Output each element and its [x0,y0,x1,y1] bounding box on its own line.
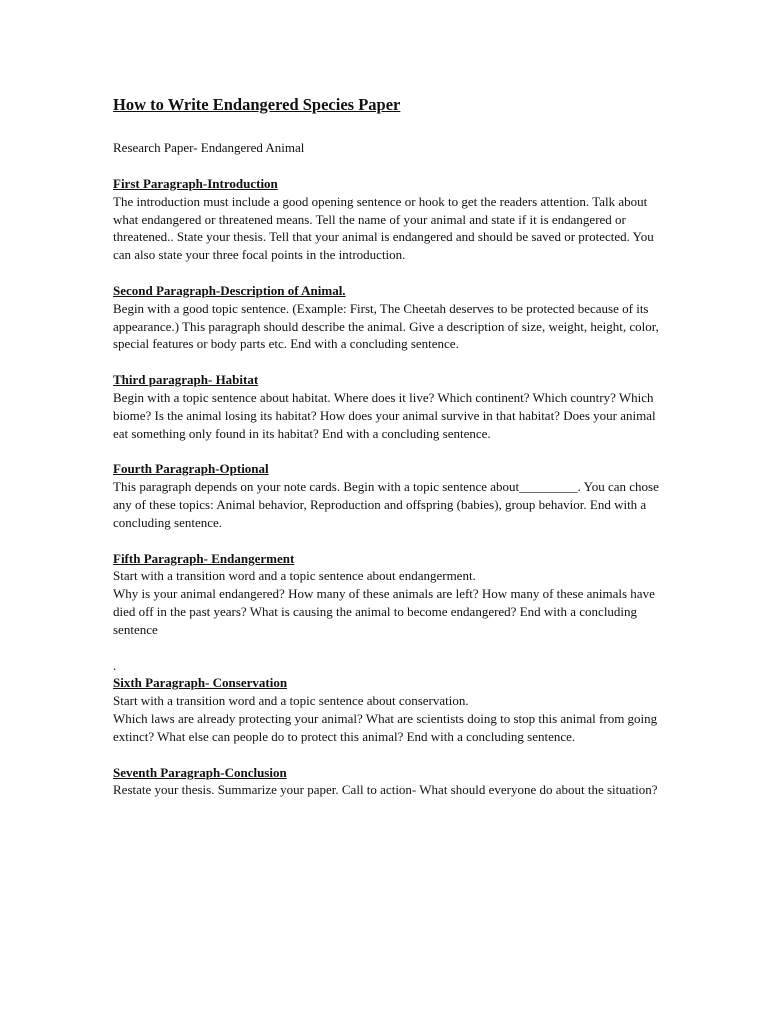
section-body: Start with a transition word and a topic sentence about endangerment. Why is your animal endangered? How many of these animals are left? How many of these animals have died off in the past years? What is causing the animal to become endangered? End with a concluding sentence [113,568,655,637]
section-conservation [113,674,661,745]
section-heading: Fifth Paragraph- Endangerment [113,550,295,566]
section-body: Begin with a good topic sentence. (Example: First, The Cheetah deserves to be protected because of its appearance.) This paragraph should describe the animal. Give a description of size, weight, height, color, special features or body parts etc. End with a concluding sentence. [113,300,659,352]
document-page [113,94,661,817]
section-heading: Seventh Paragraph-Conclusion [113,764,287,780]
section-heading: Third paragraph- Habitat [113,372,259,388]
section-heading: Sixth Paragraph- Conservation [113,675,288,691]
section-optional [113,460,661,531]
section-body: Start with a transition word and a topic sentence about conservation. Which laws are already protecting your animal? What are scientists doing to stop this animal from going extinct? What else can people do to protect this animal? End with a concluding sentence. [113,693,658,744]
section-heading: First Paragraph-Introduction [113,176,278,191]
section-conclusion [113,764,661,800]
stray-period-mark: . [113,657,117,673]
section-endangerment [113,550,661,639]
document-title: How to Write Endangered Species Paper [113,95,401,114]
section-body: Restate your thesis. Summarize your paper. Call to action- What should everyone do about the situation? [113,782,658,798]
section-body: Begin with a topic sentence about habitat. Where does it live? Which continent? Which country? Which biome? Is the animal losing its habitat? How does your animal survive in that habitat? Does your animal eat something only found in its habitat? End with a concluding sentence. [113,389,656,441]
section-habitat [113,371,661,442]
section-body: This paragraph depends on your note cards. Begin with a topic sentence about_________. You can chose any of these topics: Animal behavior, Reproduction and offspring (babies), group behavior. End with a concluding sentence. [113,479,659,530]
document-subtitle: Research Paper- Endangered Animal [113,140,305,155]
section-introduction [113,175,661,264]
section-description [113,282,661,353]
section-body: The introduction must include a good opening sentence or hook to get the readers attention. Talk about what endangered or threatened means. Tell the name of your animal and state if it is endangered or threatened.. State your thesis. Tell that your animal is endangered and should be saved or protected. You can also state your three focal points in the introduction. [113,193,654,263]
section-heading: Second Paragraph-Description of Animal. [113,282,346,298]
section-heading: Fourth Paragraph-Optional [113,461,269,477]
